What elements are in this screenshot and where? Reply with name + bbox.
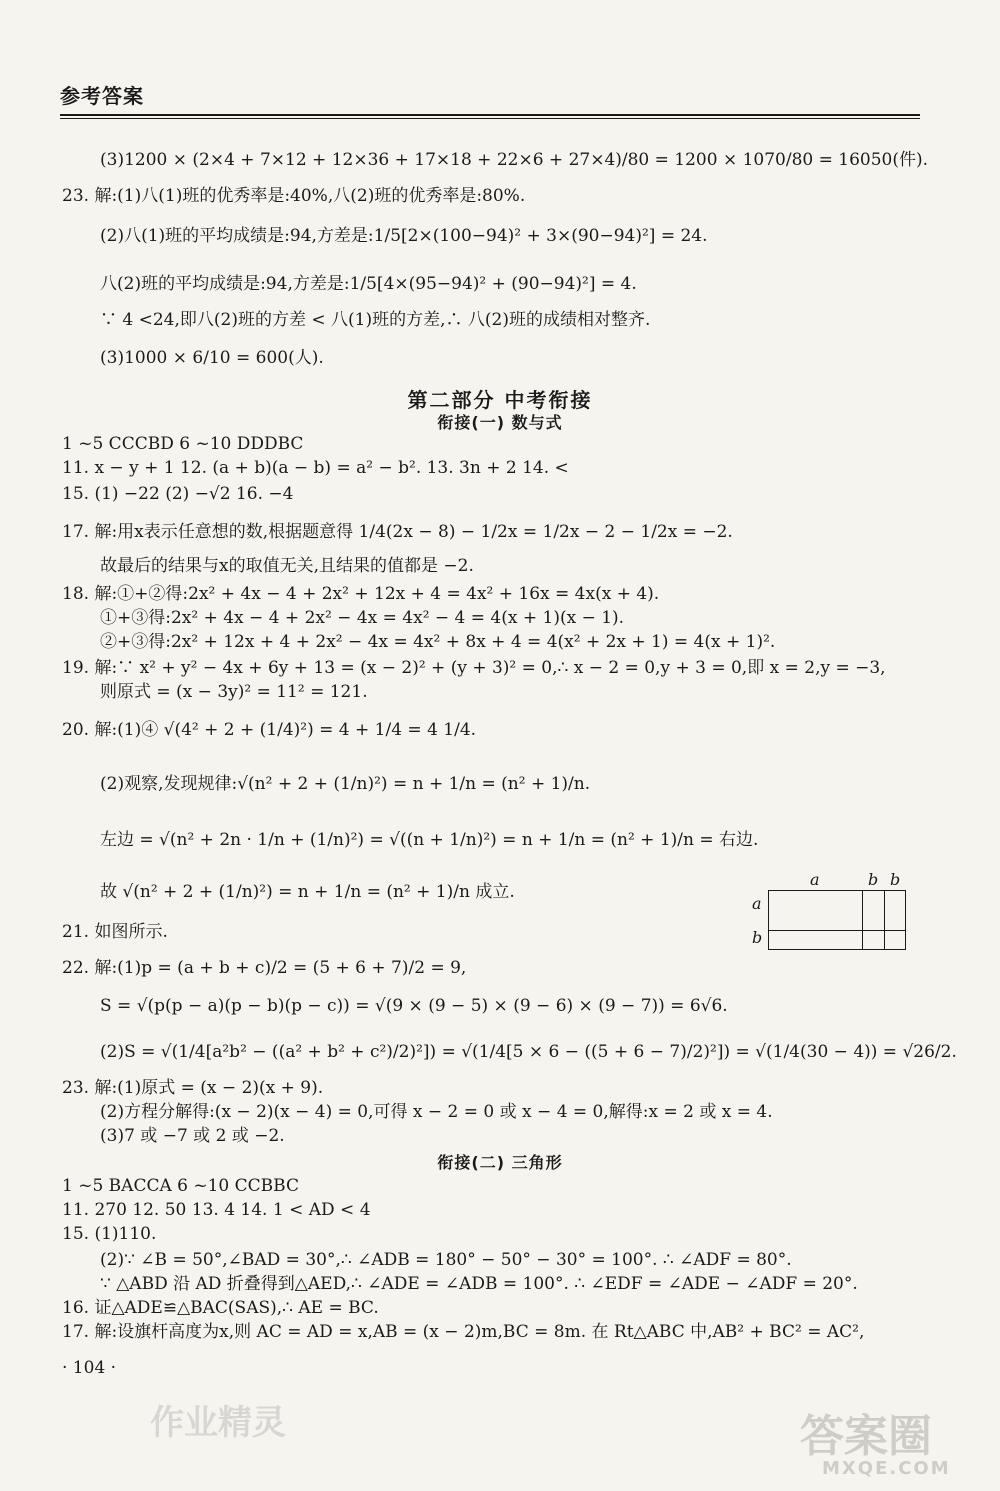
answer-line: S = √(p(p − a)(p − b)(p − c)) = √(9 × (9 − 5) × (9 − 6) × (9 − 7)) = 6√6. (100, 996, 728, 1016)
answer-line: 11. x − y + 1 12. (a + b)(a − b) = a² − b². 13. 3n + 2 14. < (62, 458, 569, 478)
answer-line: 1 ~5 CCCBD 6 ~10 DDDBC (62, 434, 304, 454)
diagram-divider-vertical-1 (862, 890, 863, 950)
diagram-outer-rect (768, 890, 906, 950)
answer-line: 23. 解:(1)原式 = (x − 2)(x + 9). (62, 1078, 324, 1098)
answer-line: 15. (1) −22 (2) −√2 16. −4 (62, 484, 294, 504)
answer-line: 11. 270 12. 50 13. 4 14. 1 < AD < 4 (62, 1200, 371, 1220)
header-rule (60, 114, 920, 116)
diagram-label-b-side: b (752, 928, 763, 947)
answer-line: (2)观察,发现规律:√(n² + 2 + (1/n)²) = n + 1/n = (n² + 1)/n. (100, 774, 591, 794)
watermark-site: MXQE.COM (822, 1458, 951, 1479)
watermark-bottom-right: 答案圈 (800, 1411, 932, 1462)
answer-line: (2)八(1)班的平均成绩是:94,方差是:1/5[2×(100−94)² + 3×(90−94)²] = 24. (100, 226, 708, 246)
answer-line: (2)方程分解得:(x − 2)(x − 4) = 0,可得 x − 2 = 0 或 x − 4 = 0,解得:x = 2 或 x = 4. (100, 1102, 773, 1122)
answer-line: ②+③得:2x² + 12x + 4 + 2x² − 4x = 4x² + 8x + 4 = 4(x² + 2x + 1) = 4(x + 1)². (100, 632, 776, 652)
answer-line: 17. 解:设旗杆高度为x,则 AC = AD = x,AB = (x − 2)m,BC = 8m. 在 Rt△ABC 中,AB² + BC² = AC², (62, 1322, 865, 1342)
answer-line: 八(2)班的平均成绩是:94,方差是:1/5[4×(95−94)² + (90−94)²] = 4. (100, 274, 637, 294)
answer-line: 22. 解:(1)p = (a + b + c)/2 = (5 + 6 + 7)/2 = 9, (62, 958, 467, 978)
answer-line: (2)S = √(1/4[a²b² − ((a² + b² + c²)/2)²]) = √(1/4[5 × 6 − ((5 + 6 − 7)/2)²]) = √(1/4(30 − 4)) = √26/2. (100, 1042, 957, 1062)
page-header-title: 参考答案 (60, 84, 144, 108)
section-title-1: 衔接(一) 数与式 (437, 413, 563, 432)
answer-line: 20. 解:(1)④ √(4² + 2 + (1/4)²) = 4 + 1/4 = 4 1/4. (62, 720, 477, 740)
diagram-divider-horizontal (768, 930, 906, 931)
diagram-divider-vertical-2 (884, 890, 885, 950)
watermark-bottom-left: 作业精灵 (150, 1403, 286, 1443)
section-title-2: 衔接(二) 三角形 (437, 1153, 563, 1172)
answer-line: (3)1000 × 6/10 = 600(人). (100, 348, 324, 368)
answer-line: 23. 解:(1)八(1)班的优秀率是:40%,八(2)班的优秀率是:80%. (62, 186, 526, 206)
header-rule-thin (60, 118, 920, 119)
answer-line: 则原式 = (x − 3y)² = 11² = 121. (100, 682, 368, 702)
part-title: 第二部分 中考衔接 (407, 388, 593, 412)
answer-line: ∵ 4 <24,即八(2)班的方差 < 八(1)班的方差,∴ 八(2)班的成绩相对整齐. (100, 310, 651, 330)
answer-line: (2)∵ ∠B = 50°,∠BAD = 30°,∴ ∠ADB = 180° − 50° − 30° = 100°. ∴ ∠ADF = 80°. (100, 1250, 792, 1270)
answer-line: 左边 = √(n² + 2n · 1/n + (1/n)²) = √((n + 1/n)²) = n + 1/n = (n² + 1)/n = 右边. (100, 830, 759, 850)
diagram-label-a-side: a (752, 894, 762, 913)
answer-line: 18. 解:①+②得:2x² + 4x − 4 + 2x² + 12x + 4 = 4x² + 16x = 4x(x + 4). (62, 584, 660, 604)
answer-line: (3)1200 × (2×4 + 7×12 + 12×36 + 17×18 + 22×6 + 27×4)/80 = 1200 × 1070/80 = 16050(件). (100, 150, 929, 170)
answer-line: 17. 解:用x表示任意想的数,根据题意得 1/4(2x − 8) − 1/2x = 1/2x − 2 − 1/2x = −2. (62, 522, 733, 542)
answer-line: (3)7 或 −7 或 2 或 −2. (100, 1126, 285, 1146)
answer-line: 故最后的结果与x的取值无关,且结果的值都是 −2. (100, 556, 474, 576)
diagram-label-b-top-1: b (868, 870, 879, 889)
answer-line: ∵ △ABD 沿 AD 折叠得到△AED,∴ ∠ADE = ∠ADB = 100°. ∴ ∠EDF = ∠ADE − ∠ADF = 20°. (100, 1274, 858, 1294)
answer-line: 15. (1)110. (62, 1224, 157, 1244)
page-number: · 104 · (62, 1358, 117, 1378)
answer-line: ①+③得:2x² + 4x − 4 + 2x² − 4x = 4x² − 4 = 4(x + 1)(x − 1). (100, 608, 625, 628)
answer-line: 1 ~5 BACCA 6 ~10 CCBBC (62, 1176, 299, 1196)
diagram-label-a-top: a (810, 870, 820, 889)
answer-line: 16. 证△ADE≌△BAC(SAS),∴ AE = BC. (62, 1298, 379, 1318)
answer-line: 故 √(n² + 2 + (1/n)²) = n + 1/n = (n² + 1)/n 成立. (100, 882, 515, 902)
answer-line: 19. 解:∵ x² + y² − 4x + 6y + 13 = (x − 2)² + (y + 3)² = 0,∴ x − 2 = 0,y + 3 = 0,即 x = 2,y = −3, (62, 658, 886, 678)
rectangle-diagram (752, 868, 922, 952)
diagram-label-b-top-2: b (890, 870, 901, 889)
answer-line: 21. 如图所示. (62, 922, 168, 942)
